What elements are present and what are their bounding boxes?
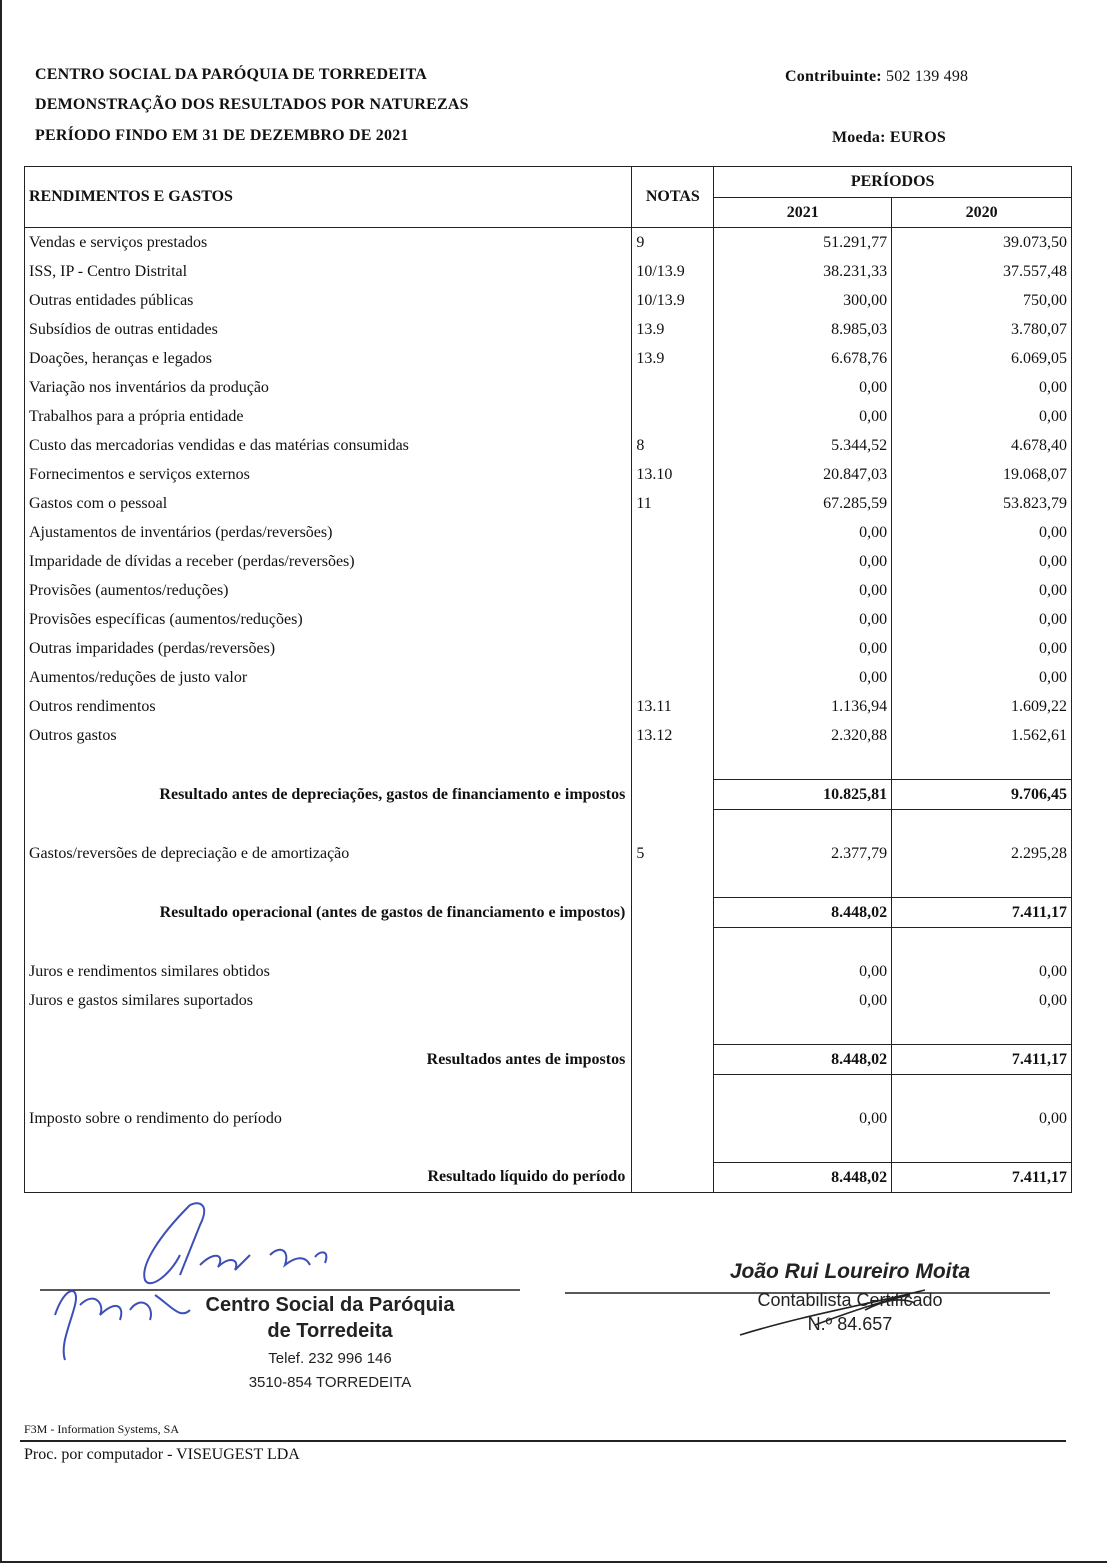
depreciation-label: Gastos/reversões de depreciação e de amortização bbox=[29, 844, 350, 862]
stamp-name-line1: Centro Social da Paróquia bbox=[205, 1294, 455, 1316]
table-row bbox=[25, 547, 1072, 576]
row-value-2020: 0,00 bbox=[892, 547, 1072, 576]
row-value-2020: 0,00 bbox=[892, 663, 1072, 692]
row-value-2020: 39.073,50 bbox=[892, 228, 1072, 258]
row-note: 11 bbox=[632, 489, 714, 518]
row-value-2021: 0,00 bbox=[714, 634, 892, 663]
row-value-2021: 5.344,52 bbox=[714, 431, 892, 460]
software-credit: F3M - Information Systems, SA bbox=[24, 1422, 180, 1436]
row-description: Vendas e serviços prestados bbox=[29, 233, 208, 251]
entity-name: CENTRO SOCIAL DA PARÓQUIA DE TORREDEITA bbox=[35, 66, 428, 83]
table-row bbox=[25, 634, 1072, 663]
row-value-2021: 300,00 bbox=[714, 286, 892, 315]
row-value-2020: 0,00 bbox=[892, 634, 1072, 663]
row-description: Outros gastos bbox=[29, 726, 117, 744]
row-value-2021: 67.285,59 bbox=[714, 489, 892, 518]
interest-expense-row bbox=[25, 986, 1072, 1015]
row-value-2021: 8.985,03 bbox=[714, 315, 892, 344]
row-note bbox=[632, 373, 714, 402]
currency-value: EUROS bbox=[889, 129, 946, 146]
row-value-2020: 0,00 bbox=[892, 576, 1072, 605]
row-note bbox=[632, 547, 714, 576]
row-note: 13.9 bbox=[632, 315, 714, 344]
income-statement-table bbox=[24, 166, 1072, 1193]
ebitda-label: Resultado antes de depreciações, gastos de financiamento e impostos bbox=[159, 785, 626, 803]
table-row bbox=[25, 402, 1072, 431]
row-value-2020: 4.678,40 bbox=[892, 431, 1072, 460]
net-result-2021: 8.448,02 bbox=[714, 1163, 892, 1193]
row-value-2021: 0,00 bbox=[714, 518, 892, 547]
ebitda-2020: 9.706,45 bbox=[892, 780, 1072, 810]
row-value-2021: 0,00 bbox=[714, 576, 892, 605]
currency-label: Moeda: bbox=[832, 129, 886, 146]
ebitda-2021: 10.825,81 bbox=[714, 780, 892, 810]
operating-row bbox=[25, 898, 1072, 928]
row-value-2020: 0,00 bbox=[892, 605, 1072, 634]
table-row bbox=[25, 518, 1072, 547]
row-description: Aumentos/reduções de justo valor bbox=[29, 668, 248, 686]
row-value-2020: 1.562,61 bbox=[892, 721, 1072, 750]
col-header-notes: NOTAS bbox=[632, 167, 714, 228]
depreciation-note: 5 bbox=[632, 839, 714, 868]
accountant-name: João Rui Loureiro Moita bbox=[729, 1260, 971, 1283]
net-result-row bbox=[25, 1163, 1072, 1193]
row-note: 13.9 bbox=[632, 344, 714, 373]
row-value-2021: 0,00 bbox=[714, 663, 892, 692]
ebitda-row bbox=[25, 780, 1072, 810]
interest-income-label: Juros e rendimentos similares obtidos bbox=[29, 962, 270, 980]
interest-income-2021: 0,00 bbox=[714, 957, 892, 986]
row-note: 13.12 bbox=[632, 721, 714, 750]
row-note bbox=[632, 576, 714, 605]
row-note bbox=[632, 634, 714, 663]
row-description: ISS, IP - Centro Distrital bbox=[29, 262, 188, 280]
row-note bbox=[632, 402, 714, 431]
pretax-2021: 8.448,02 bbox=[714, 1045, 892, 1075]
row-value-2021: 0,00 bbox=[714, 373, 892, 402]
taxpayer-label: Contribuinte: bbox=[785, 68, 882, 85]
row-value-2021: 51.291,77 bbox=[714, 228, 892, 258]
table-row bbox=[25, 605, 1072, 634]
tax-2020: 0,00 bbox=[892, 1104, 1072, 1133]
row-description: Ajustamentos de inventários (perdas/reversões) bbox=[29, 523, 333, 541]
table-row bbox=[25, 373, 1072, 402]
row-note bbox=[632, 605, 714, 634]
row-value-2020: 37.557,48 bbox=[892, 257, 1072, 286]
row-value-2020: 0,00 bbox=[892, 373, 1072, 402]
accountant-number: N.º 84.657 bbox=[807, 1314, 893, 1334]
handwritten-signature-left bbox=[40, 1195, 520, 1375]
interest-expense-label: Juros e gastos similares suportados bbox=[29, 991, 253, 1009]
row-note: 10/13.9 bbox=[632, 286, 714, 315]
table-row bbox=[25, 315, 1072, 344]
table-row bbox=[25, 663, 1072, 692]
row-note: 8 bbox=[632, 431, 714, 460]
row-description: Subsídios de outras entidades bbox=[29, 320, 218, 338]
row-description: Custo das mercadorias vendidas e das matérias consumidas bbox=[29, 436, 409, 454]
col-header-2020: 2020 bbox=[892, 198, 1072, 228]
net-result-2020: 7.411,17 bbox=[892, 1163, 1072, 1193]
net-result-label: Resultado líquido do período bbox=[427, 1168, 626, 1186]
row-value-2021: 0,00 bbox=[714, 605, 892, 634]
table-row bbox=[25, 721, 1072, 750]
stamp-address: 3510-854 TORREDEITA bbox=[248, 1374, 412, 1391]
accountant-title: Contabilista Certificado bbox=[757, 1290, 943, 1310]
row-value-2021: 20.847,03 bbox=[714, 460, 892, 489]
table-row bbox=[25, 286, 1072, 315]
tax-2021: 0,00 bbox=[714, 1104, 892, 1133]
operating-label: Resultado operacional (antes de gastos de financiamento e impostos) bbox=[159, 903, 626, 921]
stamp-phone: Telef. 232 996 146 bbox=[268, 1350, 392, 1367]
row-value-2020: 19.068,07 bbox=[892, 460, 1072, 489]
table-row bbox=[25, 228, 1072, 258]
row-note: 10/13.9 bbox=[632, 257, 714, 286]
stamp-name-line2: de Torredeita bbox=[267, 1320, 393, 1342]
row-description: Fornecimentos e serviços externos bbox=[29, 465, 250, 483]
taxpayer-value: 502 139 498 bbox=[886, 68, 969, 85]
table-row bbox=[25, 692, 1072, 721]
pretax-2020: 7.411,17 bbox=[892, 1045, 1072, 1075]
row-value-2020: 3.780,07 bbox=[892, 315, 1072, 344]
row-description: Gastos com o pessoal bbox=[29, 494, 168, 512]
operating-2021: 8.448,02 bbox=[714, 898, 892, 928]
row-value-2021: 0,00 bbox=[714, 402, 892, 431]
row-value-2021: 2.320,88 bbox=[714, 721, 892, 750]
operating-2020: 7.411,17 bbox=[892, 898, 1072, 928]
row-note: 9 bbox=[632, 228, 714, 258]
table-row bbox=[25, 460, 1072, 489]
row-value-2020: 6.069,05 bbox=[892, 344, 1072, 373]
table-row bbox=[25, 431, 1072, 460]
depreciation-2021: 2.377,79 bbox=[714, 839, 892, 868]
row-value-2020: 750,00 bbox=[892, 286, 1072, 315]
pretax-label: Resultados antes de impostos bbox=[426, 1050, 626, 1068]
table-row bbox=[25, 489, 1072, 518]
row-note: 13.10 bbox=[632, 460, 714, 489]
row-value-2020: 0,00 bbox=[892, 402, 1072, 431]
tax-label: Imposto sobre o rendimento do período bbox=[29, 1109, 282, 1127]
row-note bbox=[632, 663, 714, 692]
row-value-2020: 53.823,79 bbox=[892, 489, 1072, 518]
taxpayer bbox=[785, 68, 968, 86]
depreciation-2020: 2.295,28 bbox=[892, 839, 1072, 868]
col-header-periods: PERÍODOS bbox=[714, 167, 1072, 198]
col-header-2021: 2021 bbox=[714, 198, 892, 228]
row-description: Outros rendimentos bbox=[29, 697, 156, 715]
row-value-2021: 6.678,76 bbox=[714, 344, 892, 373]
tax-row bbox=[25, 1104, 1072, 1133]
row-value-2021: 1.136,94 bbox=[714, 692, 892, 721]
period-title: PERÍODO FINDO EM 31 DE DEZEMBRO DE 2021 bbox=[35, 127, 409, 144]
currency bbox=[832, 129, 946, 147]
interest-expense-2021: 0,00 bbox=[714, 986, 892, 1015]
table-row bbox=[25, 257, 1072, 286]
pretax-row bbox=[25, 1045, 1072, 1075]
row-description: Outras entidades públicas bbox=[29, 291, 194, 309]
depreciation-row bbox=[25, 839, 1072, 868]
row-description: Doações, heranças e legados bbox=[29, 349, 213, 367]
row-value-2021: 0,00 bbox=[714, 547, 892, 576]
footer-divider bbox=[20, 1440, 1066, 1442]
interest-expense-2020: 0,00 bbox=[892, 986, 1072, 1015]
row-description: Trabalhos para a própria entidade bbox=[29, 407, 244, 425]
col-header-description: RENDIMENTOS E GASTOS bbox=[25, 167, 632, 228]
interest-income-row bbox=[25, 957, 1072, 986]
table-row bbox=[25, 344, 1072, 373]
interest-income-2020: 0,00 bbox=[892, 957, 1072, 986]
row-note: 13.11 bbox=[632, 692, 714, 721]
row-note bbox=[632, 518, 714, 547]
row-description: Outras imparidades (perdas/reversões) bbox=[29, 639, 276, 657]
row-description: Provisões específicas (aumentos/reduções) bbox=[29, 610, 303, 628]
row-value-2020: 1.609,22 bbox=[892, 692, 1072, 721]
statement-title: DEMONSTRAÇÃO DOS RESULTADOS POR NATUREZAS bbox=[35, 96, 469, 113]
table-row bbox=[25, 576, 1072, 605]
row-description: Variação nos inventários da produção bbox=[29, 378, 269, 396]
row-description: Imparidade de dívidas a receber (perdas/reversões) bbox=[29, 552, 355, 570]
row-description: Provisões (aumentos/reduções) bbox=[29, 581, 229, 599]
row-value-2020: 0,00 bbox=[892, 518, 1072, 547]
processed-by: Proc. por computador - VISEUGEST LDA bbox=[24, 1446, 300, 1463]
row-value-2021: 38.231,33 bbox=[714, 257, 892, 286]
